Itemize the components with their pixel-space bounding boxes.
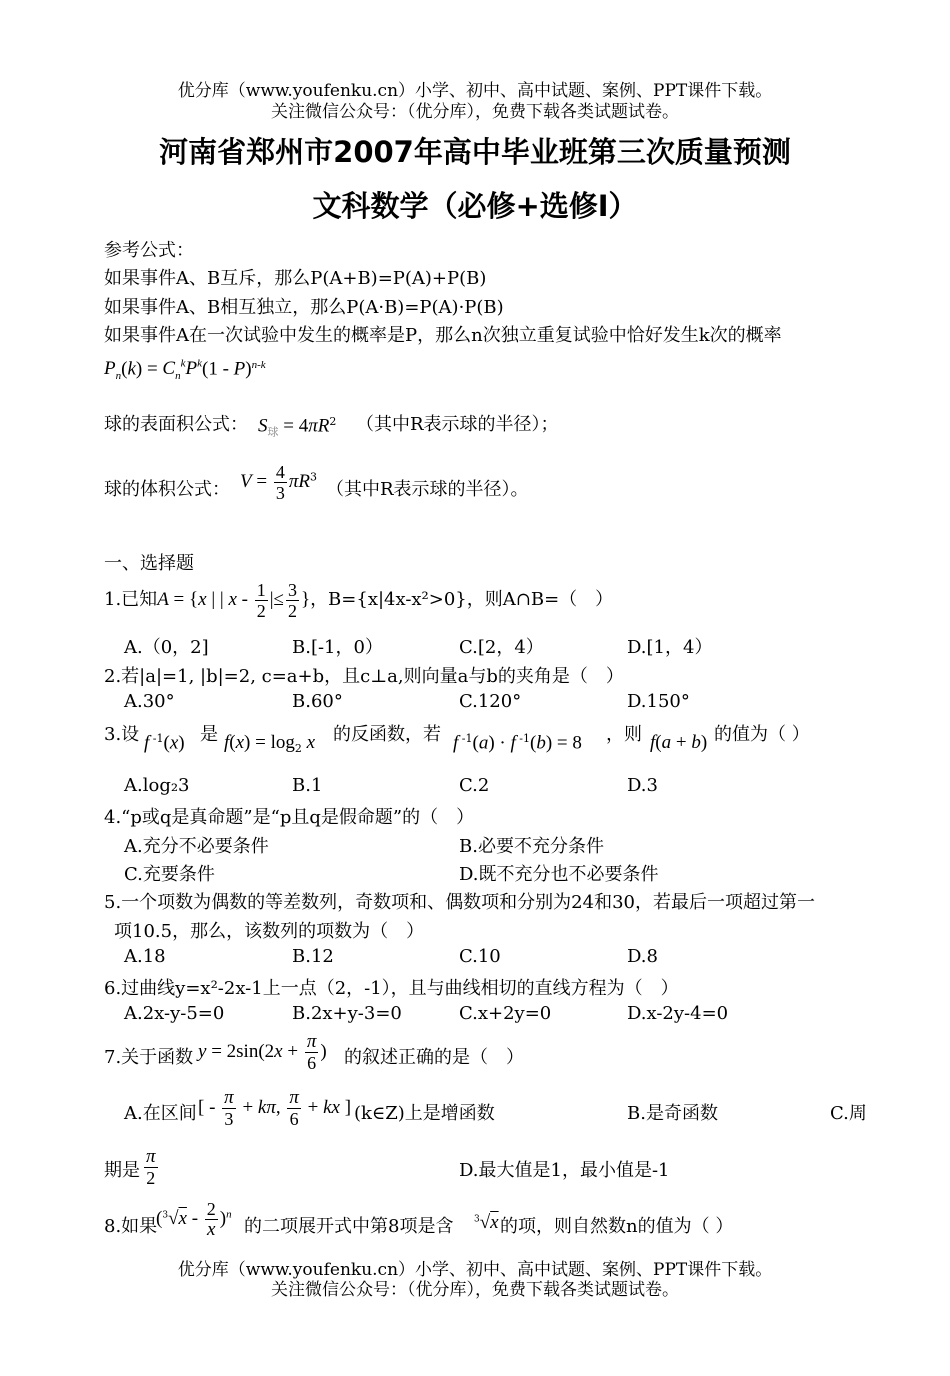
q3-option-a[interactable]: A.log₂3 — [124, 775, 190, 796]
q4-option-b[interactable]: B.必要不充分条件 — [459, 836, 604, 857]
q8-cube-root: $^3$√x — [474, 1212, 499, 1233]
q2-option-c[interactable]: C.120° — [459, 691, 522, 712]
q2-option-b[interactable]: B.60° — [292, 691, 343, 712]
q4-option-d[interactable]: D.既不充分也不必要条件 — [459, 864, 659, 885]
q3-prefix: 3.设 — [104, 724, 140, 745]
formula-binomial-text: 如果事件A在一次试验中发生的概率是P，那么n次独立重复试验中恰好发生k次的概率 — [104, 325, 782, 346]
sphere-volume-formula: V = $\frac{4}{3}$ $\pi R^3$ — [240, 462, 317, 503]
q3-then: ，则 — [606, 724, 642, 745]
q2-option-a[interactable]: A.30° — [124, 691, 175, 712]
q8-tail: 的项，则自然数n的值为（ ） — [500, 1216, 734, 1237]
q7-tail: 的叙述正确的是（ ） — [344, 1047, 524, 1068]
q3-option-b[interactable]: B.1 — [292, 775, 323, 796]
q5-option-b[interactable]: B.12 — [292, 946, 334, 967]
q5-option-d[interactable]: D.8 — [627, 946, 658, 967]
footer-line-1: 优分库（www.youfenku.cn）小学、初中、高中试题、案例、PPT课件下载。 — [177, 1260, 773, 1280]
exam-title: 河南省郑州市2007年高中毕业班第三次质量预测 — [159, 135, 791, 169]
formula-independent: 如果事件A、B相互独立，那么P(A·B)=P(A)·P(B) — [104, 297, 504, 318]
q7-function: y = 2sin(2x + $\frac{\pi}{6}$ ) — [198, 1031, 327, 1073]
q3-inverse-fn: f $^{-1}$(x) — [144, 732, 185, 754]
q8-binomial: ($^3$√x - $\frac{2}{x}$ )$^n$ — [156, 1199, 232, 1240]
sphere-volume-label: 球的体积公式： — [104, 479, 230, 500]
sphere-area-formula: $S_球 = 4\pi R^2$ — [258, 415, 337, 439]
q6-option-b[interactable]: B.2x+y-3=0 — [292, 1003, 402, 1024]
sphere-area-label: 球的表面积公式： — [104, 414, 248, 435]
question-6-stem: 6.过曲线y=x²-2x-1上一点（2，-1），且与曲线相切的直线方程为（ ） — [104, 978, 679, 999]
q1-set-a: A — [157, 589, 169, 610]
footer-line-2: 关注微信公众号：（优分库），免费下载各类试题试卷。 — [271, 1280, 679, 1300]
formulas-heading: 参考公式： — [104, 240, 194, 261]
question-4-stem: 4.“p或q是真命题”是“p且q是假命题”的（ ） — [104, 807, 475, 828]
q1-option-a[interactable]: A.（0，2] — [124, 637, 209, 658]
q3-option-c[interactable]: C.2 — [459, 775, 490, 796]
q5-option-c[interactable]: C.10 — [459, 946, 501, 967]
formula-mutually-exclusive: 如果事件A、B互斥，那么P(A+B)=P(A)+P(B) — [104, 268, 487, 289]
q1-option-d[interactable]: D.[1，4） — [627, 637, 713, 658]
question-5-line-2: 项10.5，那么，该数列的项数为（ ） — [114, 921, 425, 942]
q8-middle: 的二项展开式中第8项是含 — [244, 1216, 454, 1237]
q5-option-a[interactable]: A.18 — [124, 946, 166, 967]
q1-middle: ，B={x|4x-x²>0}，则A∩B=（ ） — [310, 589, 614, 610]
sphere-volume-note: （其中R表示球的半径）。 — [326, 479, 529, 500]
q7-prefix: 7.关于函数 — [104, 1047, 194, 1068]
q2-option-d[interactable]: D.150° — [627, 691, 690, 712]
q3-is: 是 — [200, 724, 218, 745]
q7-option-c-cont: 期是 — [104, 1160, 140, 1181]
q1-option-c[interactable]: C.[2，4） — [459, 637, 544, 658]
sphere-area-note: （其中R表示球的半径）； — [356, 414, 559, 435]
q7-option-a-prefix[interactable]: A.在区间 — [124, 1103, 197, 1124]
q3-condition: f $^{-1}$(a) · f $^{-1}$(b) = 8 — [453, 732, 582, 754]
section-heading: 一、选择题 — [104, 553, 194, 574]
q7-option-d[interactable]: D.最大值是1，最小值是-1 — [459, 1160, 670, 1181]
question-1-stem: 1.已知A = {x | | x - $\frac{1}{2}$ |≤ $\frac{3}{2}$ }，B={x|4x-x²>0}，则A∩B=（ ） — [104, 580, 614, 621]
exam-subtitle: 文科数学（必修+选修Ⅰ） — [312, 189, 638, 223]
q1-prefix: 1.已知 — [104, 589, 158, 610]
q3-inverse-text: 的反函数，若 — [333, 724, 441, 745]
q8-prefix: 8.如果 — [104, 1216, 158, 1237]
question-2-stem: 2.若|a|=1, |b|=2, c=a+b，且c⊥a,则向量a与b的夹角是（ ） — [104, 666, 624, 687]
q3-tail: 的值为（ ） — [714, 724, 810, 745]
q6-option-a[interactable]: A.2x-y-5=0 — [124, 1003, 225, 1024]
q6-option-c[interactable]: C.x+2y=0 — [459, 1003, 552, 1024]
q1-option-b[interactable]: B.[-1，0） — [292, 637, 383, 658]
q7-option-c-start[interactable]: C.周 — [830, 1103, 867, 1124]
q4-option-c[interactable]: C.充要条件 — [124, 864, 215, 885]
question-5-line-1: 5.一个项数为偶数的等差数列，奇数项和、偶数项和分别为24和30，若最后一项超过第一 — [104, 892, 815, 913]
header-line-1: 优分库（www.youfenku.cn）小学、初中、高中试题、案例、PPT课件下载。 — [177, 81, 773, 101]
q4-option-a[interactable]: A.充分不必要条件 — [124, 836, 269, 857]
q7-option-a-tail: (k∈Z)上是增函数 — [354, 1103, 495, 1124]
q3-log-fn: $f(x) = \log_2 x$ — [224, 732, 316, 756]
q7-option-c-period: $\frac{\pi}{2}$ — [146, 1146, 156, 1188]
q7-option-b[interactable]: B.是奇函数 — [627, 1103, 718, 1124]
q3-target: f(a + b) — [650, 732, 708, 753]
q7-option-a-interval: [ - $\frac{\pi}{3}$ + kπ, $\frac{\pi}{6}$ + kx ] — [198, 1087, 352, 1129]
q3-option-d[interactable]: D.3 — [627, 775, 658, 796]
q6-option-d[interactable]: D.x-2y-4=0 — [627, 1003, 729, 1024]
header-line-2: 关注微信公众号：（优分库），免费下载各类试题试卷。 — [271, 102, 679, 122]
formula-binomial-expression: $P_n(k) = C_n^kP^k(1 - P)^{n-k}$ — [104, 358, 266, 383]
